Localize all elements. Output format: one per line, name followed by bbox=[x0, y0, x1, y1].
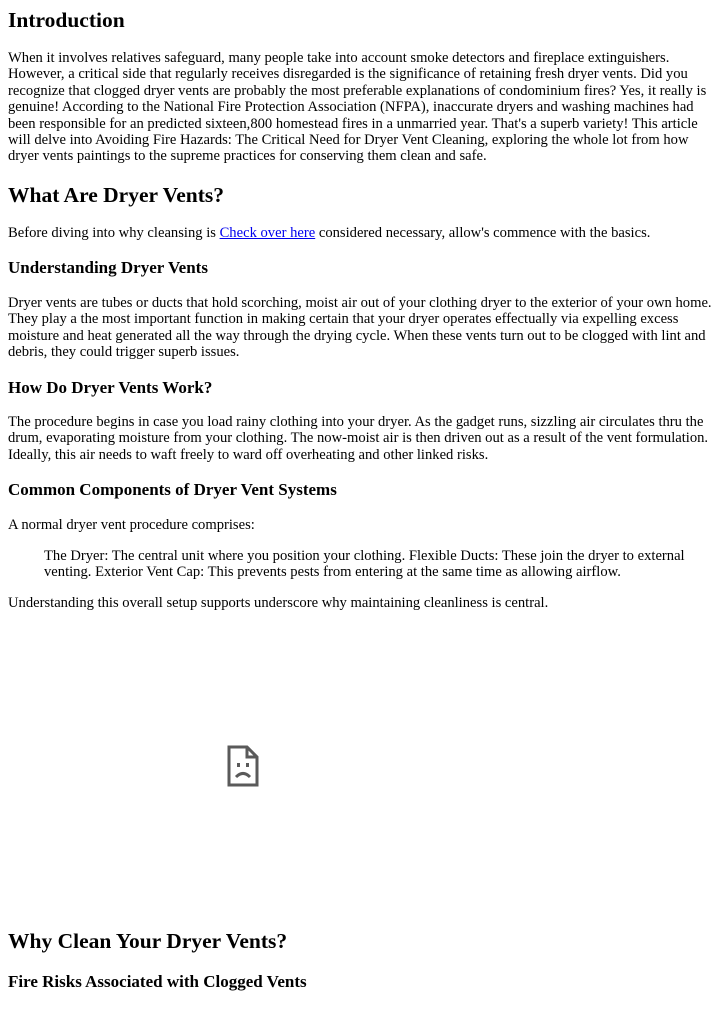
paragraph-components-outro: Understanding this overall setup supports underscore why maintaining cleanliness is central. bbox=[8, 595, 549, 611]
heading-fire-risks: Fire Risks Associated with Clogged Vents bbox=[8, 972, 307, 991]
paragraph-text-after-link: considered necessary, allow's commence with the basics. bbox=[315, 225, 651, 241]
heading-common-components: Common Components of Dryer Vent Systems bbox=[8, 480, 337, 499]
paragraph-components-intro: A normal dryer vent procedure comprises: bbox=[8, 517, 255, 533]
heading-how-dryer-vents-work: How Do Dryer Vents Work? bbox=[8, 378, 213, 397]
heading-understanding-dryer-vents: Understanding Dryer Vents bbox=[8, 258, 208, 277]
paragraph-introduction: When it involves relatives safeguard, many people take into account smoke detectors and fireplace extinguishers. However, a critical side that regularly receives disregarded is the significance of retaining fresh dryer vents. Did you recognize that clogged dryer vents are probably the most preferable explanations of condominium fires? Yes, it really is genuine! According to the National Fire Protection Association (NFPA), inaccurate dryers and washing machines had been responsible for an predicted sixteen,800 homestead fires in a unmarried year. That's a superb variety! This article will delve into Avoiding Fire Hazards: The Critical Need for Dryer Vent Cleaning, exploring the whole lot from how dryer vents paintings to the supreme practices for conserving them clean and safe. bbox=[8, 50, 707, 165]
heading-introduction: Introduction bbox=[8, 8, 125, 32]
heading-why-clean-dryer-vents: Why Clean Your Dryer Vents? bbox=[8, 929, 288, 953]
check-over-here-link[interactable]: Check over here bbox=[219, 225, 316, 241]
broken-image-icon bbox=[227, 745, 259, 787]
paragraph-understanding-dryer-vents: Dryer vents are tubes or ducts that hold scorching, moist air out of your clothing dryer to the exterior of your own home. They play a the most important function in making certain that your dryer operates effectually via expelling excess moisture and heat generated all the way through the drying cycle. When these vents turn out to be clogged with lint and debris, they could trigger superb issues. bbox=[8, 295, 712, 361]
paragraph-how-dryer-vents-work: The procedure begins in case you load rainy clothing into your dryer. As the gadget runs, sizzling air circulates thru the drum, evaporating moisture from your clothing. The now-moist air is then driven out as a result of the vent formulation. Ideally, this air needs to waft freely to ward off overheating and other linked risks. bbox=[8, 414, 709, 463]
blockquote-components: The Dryer: The central unit where you position your clothing. Flexible Ducts: These join the dryer to external venting. Exterior Vent Cap: This prevents pests from entering at the same time as allowing airflow. bbox=[44, 548, 685, 581]
paragraph-what-are-dryer-vents bbox=[8, 225, 713, 241]
paragraph-text-before-link: Before diving into why cleansing is bbox=[8, 225, 220, 241]
heading-what-are-dryer-vents: What Are Dryer Vents? bbox=[8, 183, 224, 207]
